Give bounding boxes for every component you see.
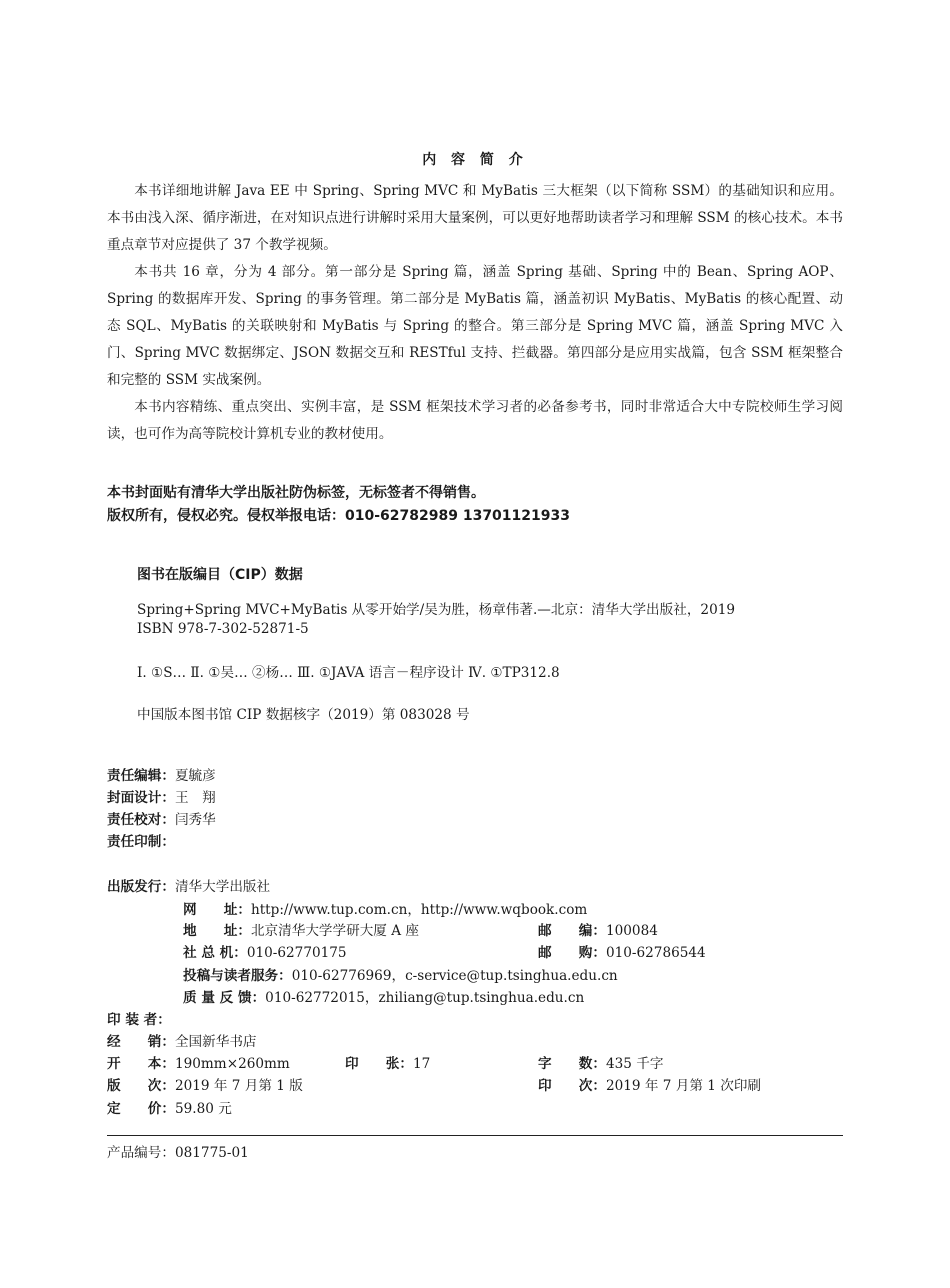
publisher-label: 出版发行： [107, 879, 175, 895]
product-code-row [107, 1141, 249, 1161]
printer-row [107, 1008, 171, 1028]
address-row [183, 919, 419, 939]
staff-value: 闫秀华 [174, 812, 216, 828]
staff-proofreader [107, 808, 216, 828]
website-row [183, 898, 587, 918]
staff-value: 夏毓彦 [174, 768, 216, 784]
impression-label: 印 次： [538, 1078, 606, 1094]
word-count-value: 435 千字 [605, 1056, 664, 1072]
distributor-row [107, 1030, 257, 1050]
website-label: 网 址： [183, 902, 251, 918]
reader-service-label: 投稿与读者服务： [183, 968, 292, 984]
cip-record-number: 中国版本图书馆 CIP 数据核字（2019）第 083028 号 [137, 707, 470, 723]
zipcode-label: 邮 编： [538, 923, 606, 939]
reader-service-row [183, 964, 618, 984]
distributor-value: 全国新华书店 [174, 1034, 257, 1050]
edition-row [107, 1074, 303, 1094]
staff-label: 责任印制： [107, 834, 175, 850]
cip-classification: Ⅰ. ①S… Ⅱ. ①吴… ②杨… Ⅲ. ①JAVA 语言－程序设计 Ⅳ. ①TP312.8 [137, 665, 560, 681]
switchboard-value: 010-62770175 [246, 945, 347, 961]
sheets-row [345, 1052, 430, 1072]
reader-service-value: 010-62776969，c-service@tup.tsinghua.edu.cn [291, 968, 618, 984]
intro-title: 内 容 简 介 [422, 152, 528, 168]
cip-isbn: ISBN 978-7-302-52871-5 [137, 621, 309, 637]
mail-order-value: 010-62786544 [605, 945, 706, 961]
cip-line-title: Spring+Spring MVC+MyBatis 从零开始学/吴为胜，杨章伟著.—北京：清华大学出版社，2019 [137, 602, 736, 618]
address-value: 北京清华大学学研大厦 A 座 [250, 923, 419, 939]
cip-title: 图书在版编目（CIP）数据 [137, 567, 303, 583]
quality-feedback-label: 质 量 反 馈： [183, 990, 266, 1006]
divider [107, 1135, 843, 1136]
word-count-label: 字 数： [538, 1056, 606, 1072]
product-code-value: 081775-01 [174, 1145, 249, 1161]
mail-order-row [538, 941, 706, 961]
impression-row [538, 1074, 761, 1094]
staff-printing [107, 830, 175, 850]
staff-label: 封面设计： [107, 790, 175, 806]
staff-editor [107, 764, 216, 784]
address-label: 地 址： [183, 923, 251, 939]
staff-cover-design [107, 786, 216, 806]
mail-order-label: 邮 购： [538, 945, 606, 961]
anti-counterfeit-notice: 本书封面贴有清华大学出版社防伪标签，无标签者不得销售。 [107, 485, 485, 501]
zipcode-row [538, 919, 658, 939]
staff-label: 责任校对： [107, 812, 175, 828]
staff-value: 王 翔 [174, 790, 216, 806]
staff-label: 责任编辑： [107, 768, 175, 784]
website-value: http://www.tup.com.cn，http://www.wqbook.com [250, 902, 588, 918]
format-row [107, 1052, 290, 1072]
price-value: 59.80 元 [174, 1101, 232, 1117]
edition-label: 版 次： [107, 1078, 175, 1094]
switchboard-row [183, 941, 347, 961]
format-label: 开 本： [107, 1056, 175, 1072]
word-count-row [538, 1052, 663, 1072]
sheets-label: 印 张： [345, 1056, 413, 1072]
price-label: 定 价： [107, 1101, 175, 1117]
intro-body [107, 178, 843, 448]
price-row [107, 1097, 232, 1117]
switchboard-label: 社 总 机： [183, 945, 247, 961]
edition-value: 2019 年 7 月第 1 版 [174, 1078, 303, 1094]
distributor-label: 经 销： [107, 1034, 175, 1050]
product-code-label: 产品编号： [107, 1145, 175, 1161]
publisher-row [107, 875, 270, 895]
copyright-notice: 版权所有，侵权必究。侵权举报电话：010-62782989 13701121933 [107, 508, 570, 524]
intro-paragraph-3: 本书内容精练、重点突出、实例丰富，是 SSM 框架技术学习者的必备参考书，同时非常适合大中专院校师生学习阅读，也可作为高等院校计算机专业的教材使用。 [107, 399, 843, 442]
printer-label: 印 装 者： [107, 1012, 171, 1028]
quality-feedback-row [183, 986, 584, 1006]
intro-paragraph-1: 本书详细地讲解 Java EE 中 Spring、Spring MVC 和 MyBatis 三大框架（以下简称 SSM）的基础知识和应用。本书由浅入深、循序渐进，在对知识点进行讲解时采用大量案例，可以更好地帮助读者学习和理解 SSM 的核心技术。本书重点章节对应提供了 37 个教学视频。 [107, 183, 843, 253]
sheets-value: 17 [412, 1056, 431, 1072]
format-value: 190mm×260mm [174, 1056, 290, 1072]
quality-feedback-value: 010-62772015，zhiliang@tup.tsinghua.edu.cn [265, 990, 585, 1006]
zipcode-value: 100084 [605, 923, 658, 939]
intro-paragraph-2: 本书共 16 章，分为 4 部分。第一部分是 Spring 篇，涵盖 Spring 基础、Spring 中的 Bean、Spring AOP、Spring 的数据库开发、Spring 的事务管理。第二部分是 MyBatis 篇，涵盖初识 MyBatis、MyBatis 的核心配置、动态 SQL、MyBatis 的关联映射和 MyBatis 与 Spring 的整合。第三部分是 Spring MVC 篇，涵盖 Spring MVC 入门、Spring MVC 数据绑定、JSON 数据交互和 RESTful 支持、拦截器。第四部分是应用实战篇，包含 SSM 框架整合和完整的 SSM 实战案例。 [107, 264, 843, 388]
impression-value: 2019 年 7 月第 1 次印刷 [605, 1078, 762, 1094]
publisher-value: 清华大学出版社 [174, 879, 271, 895]
